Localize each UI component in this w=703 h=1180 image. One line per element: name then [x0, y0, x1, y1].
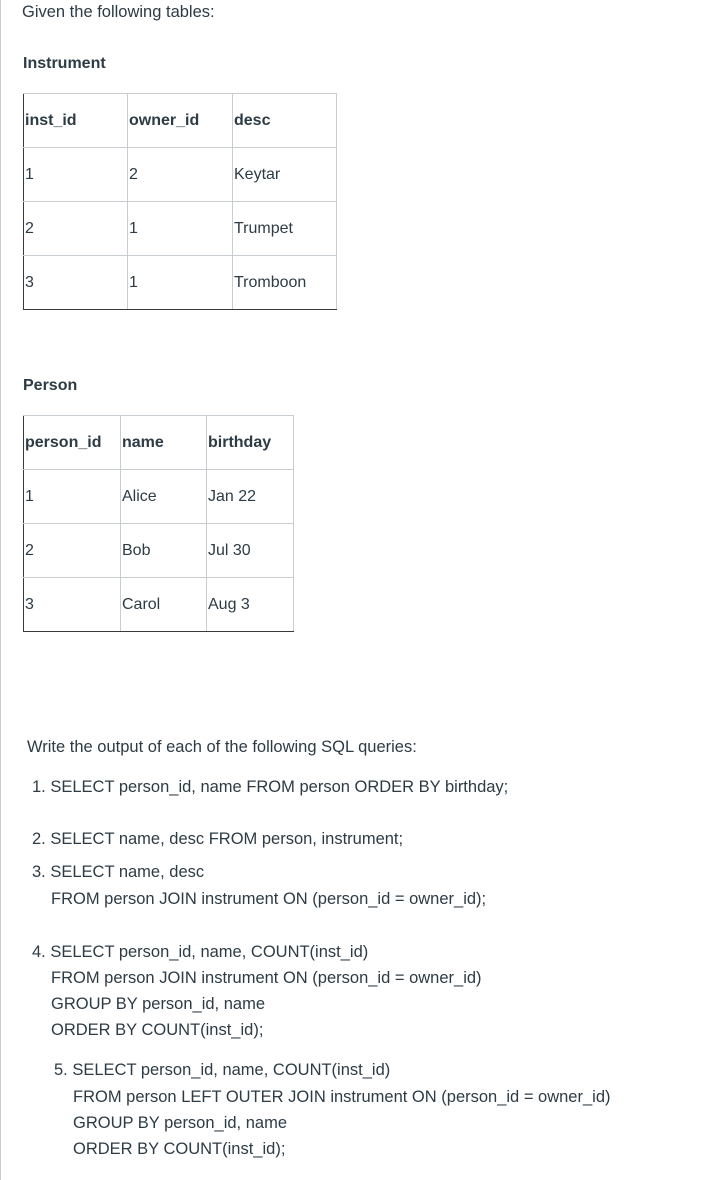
query-3-line-2: FROM person JOIN instrument ON (person_id = owner_id);	[51, 890, 487, 908]
query-4-line-2: FROM person JOIN instrument ON (person_id = owner_id)	[51, 969, 482, 987]
column-header: owner_id	[128, 94, 233, 148]
table-header-row	[24, 94, 337, 148]
query-4-line-4: ORDER BY COUNT(inst_id);	[51, 1021, 264, 1039]
table-cell: 2	[24, 524, 121, 578]
table-cell: Jul 30	[207, 524, 294, 578]
table-cell: 1	[24, 148, 128, 202]
query-2: 2. SELECT name, desc FROM person, instrument;	[32, 830, 404, 848]
query-4-line-1: 4. SELECT person_id, name, COUNT(inst_id)	[32, 943, 369, 961]
table-cell: 1	[128, 256, 233, 310]
table-cell: 1	[128, 202, 233, 256]
query-5-line-3: GROUP BY person_id, name	[73, 1114, 288, 1132]
table-cell: Jan 22	[207, 470, 294, 524]
table-cell: Aug 3	[207, 578, 294, 632]
column-header: inst_id	[24, 94, 128, 148]
query-3-line-1: 3. SELECT name, desc	[32, 863, 205, 881]
table-header-row	[24, 416, 294, 470]
table-cell: 1	[24, 470, 121, 524]
table-cell: Trumpet	[233, 202, 337, 256]
column-header: birthday	[207, 416, 294, 470]
table-row	[24, 148, 337, 202]
query-5-line-4: ORDER BY COUNT(inst_id);	[73, 1140, 286, 1158]
instrument-table	[23, 93, 337, 310]
intro-text: Given the following tables:	[22, 3, 215, 21]
instrument-table-title: Instrument	[23, 55, 106, 72]
query-1: 1. SELECT person_id, name FROM person ORDER BY birthday;	[32, 778, 509, 796]
table-row	[24, 524, 294, 578]
person-table	[23, 415, 294, 632]
query-5-line-2: FROM person LEFT OUTER JOIN instrument ON (person_id = owner_id)	[73, 1088, 611, 1106]
left-border	[0, 0, 1, 1180]
table-cell: Carol	[121, 578, 207, 632]
query-5-line-1: 5. SELECT person_id, name, COUNT(inst_id)	[54, 1061, 391, 1079]
table-cell: 3	[24, 578, 121, 632]
table-row	[24, 578, 294, 632]
table-row	[24, 470, 294, 524]
column-header: name	[121, 416, 207, 470]
column-header: desc	[233, 94, 337, 148]
table-cell: Alice	[121, 470, 207, 524]
table-cell: Keytar	[233, 148, 337, 202]
table-cell: 3	[24, 256, 128, 310]
query-4-line-3: GROUP BY person_id, name	[51, 995, 266, 1013]
questions-prompt: Write the output of each of the following SQL queries:	[27, 738, 417, 756]
table-cell: 2	[24, 202, 128, 256]
table-row	[24, 256, 337, 310]
table-row	[24, 202, 337, 256]
column-header: person_id	[24, 416, 121, 470]
table-cell: Tromboon	[233, 256, 337, 310]
person-table-title: Person	[23, 377, 78, 394]
table-cell: 2	[128, 148, 233, 202]
table-cell: Bob	[121, 524, 207, 578]
